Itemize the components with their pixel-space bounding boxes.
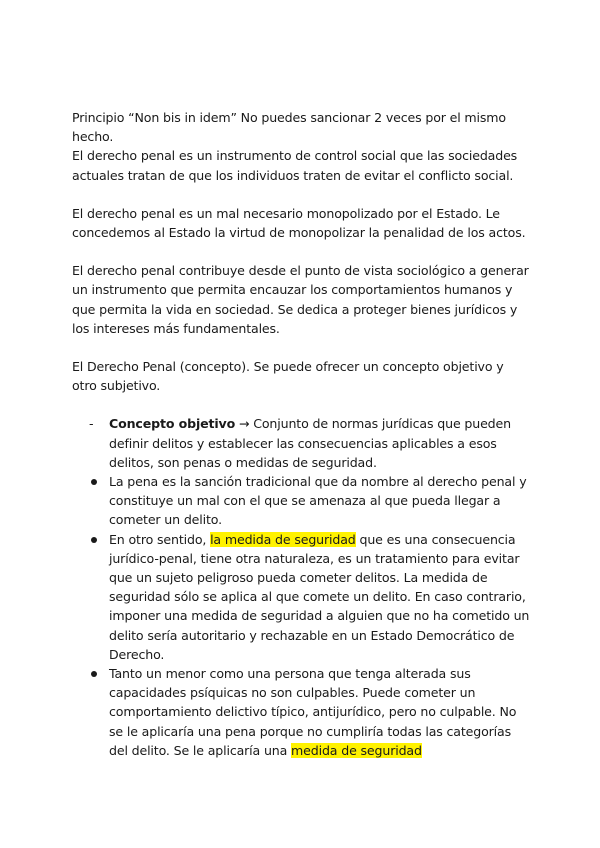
document-page (72, 108, 532, 760)
menor-text: Tanto un menor como una persona que tenga alterada sus capacidades psíquicas no son culpables. Puede cometer un comportamiento delictivo típico, antijurídico, pero no culpable. No se le aplicaría una pena porque no cumpliría todas las categorías del delito. Se le aplicaría una (109, 666, 517, 758)
medida-intro-text: En otro sentido, (109, 531, 211, 547)
dash-marker: - (89, 416, 94, 432)
concept-list (72, 414, 532, 760)
pena-text: La pena es la sanción tradicional que da nombre al derecho penal y constituye un mal con el que se amenaza al que pueda llegar a cometer un delito. (109, 474, 527, 528)
concepto-objetivo-definition: → Conjunto de normas jurídicas que pueden definir delitos y establecer las consecuencias aplicables a esos delitos, son penas o medidas de seguridad. (109, 416, 511, 470)
paragraph-non-bis-in-idem: Principio “Non bis in idem” No puedes sancionar 2 veces por el mismo hecho. (72, 110, 506, 145)
highlighted-medida-seguridad-final: medida de seguridad (291, 742, 422, 758)
paragraph-contribucion-sociologica: El derecho penal contribuye desde el punto de vista sociológico a generar un instrumento que permita encauzar los comportamientos humanos y que permita la vida en sociedad. Se dedica a proteger bienes jurídicos y los intereses más fundamentales. (72, 263, 529, 336)
list-item-pena (72, 472, 532, 530)
list-item-medida-seguridad (72, 530, 532, 664)
list-item-menor (72, 664, 532, 760)
list-item-concepto-objetivo (72, 414, 532, 472)
paragraph-mal-necesario: El derecho penal es un mal necesario monopolizado por el Estado. Le concedemos al Estado la virtud de monopolizar la penalidad de los actos. (72, 205, 526, 241)
highlighted-medida-seguridad: la medida de seguridad (210, 531, 356, 547)
medida-rest-text: que es una consecuencia jurídico-penal, tiene otra naturaleza, es un tratamiento para evitar que un sujeto peligroso pueda cometer delitos. La medida de seguridad sólo se aplica al que comete un delito. En caso contrario, imponer una medida de seguridad a alguien que no ha cometido un delito sería autoritario y rechazable en un Estado Democrático de Derecho. (109, 531, 530, 662)
concepto-objetivo-term: Concepto objetivo (109, 416, 236, 432)
paragraph-control-social: El derecho penal es un instrumento de control social que las sociedades actuales tratan de que los individuos traten de evitar el conflicto social. (72, 148, 518, 183)
paragraph-concepto: El Derecho Penal (concepto). Se puede ofrecer un concepto objetivo y otro subjetivo. (72, 359, 504, 394)
